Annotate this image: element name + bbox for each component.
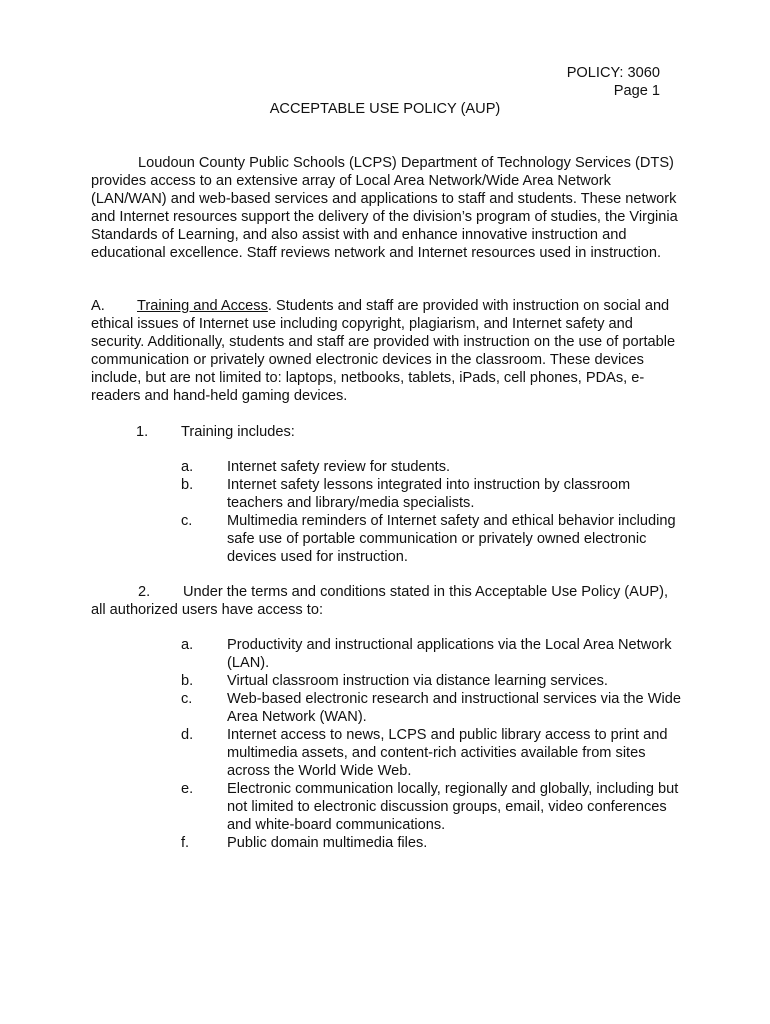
item-2-text: Under the terms and conditions stated in this Acceptable Use Policy (AUP), all authorized users have access to:: [91, 584, 669, 618]
page-number: Page 1: [613, 83, 660, 99]
intro-paragraph: Loudoun County Public Schools (LCPS) Department of Technology Services (DTS) provides access to an extensive array of Local Area Network/Wide Area Network (LAN/WAN) and web-based services and applications to staff and students. These network and Internet resources support the delivery of the division’s program of studies, the Virginia Standards of Learning, and also assist with and enhance innovative instruction and educational excellence. Staff reviews network and Internet resources used in instruction.: [91, 155, 678, 261]
section-a-text: . Students and staff are provided with instruction on social and ethical issues of Internet use including copyright, plagiarism, and Internet safety and security. Additionally, students and staff are provided with instruction on the use of portable communication or privately owned electronic devices in the classroom. These devices include, but are not limited to: laptops, netbooks, tablets, iPads, cell phones, PDAs, e-readers and hand-held gaming devices.: [91, 298, 676, 404]
list-item-text: Productivity and instructional applications via the Local Area Network (LAN).: [227, 637, 672, 671]
item-2-sublist: [181, 636, 681, 852]
list-item-marker: e.: [181, 781, 194, 797]
list-item-marker: b.: [181, 673, 194, 689]
list-item: [181, 690, 681, 726]
list-item: [181, 636, 681, 672]
list-item-text: Electronic communication locally, regionally and globally, including but not limited to electronic discussion groups, email, video conferences and white-board communications.: [227, 781, 679, 833]
item-2-paragraph: [91, 583, 681, 619]
list-item-marker: d.: [181, 727, 194, 743]
section-a-paragraph: [91, 297, 681, 405]
policy-header: [567, 64, 660, 100]
list-item-text: Public domain multimedia files.: [227, 835, 428, 851]
item-1-sublist: [181, 458, 681, 566]
list-item: [181, 780, 681, 834]
list-item-text: Internet access to news, LCPS and public library access to print and multimedia assets, and content-rich activities available from sites across the World Wide Web.: [227, 727, 668, 779]
section-a-letter: A.: [91, 298, 105, 314]
list-item-text: Internet safety lessons integrated into instruction by classroom teachers and library/media specialists.: [227, 477, 631, 511]
list-item-marker: a.: [181, 637, 194, 653]
document-title: ACCEPTABLE USE POLICY (AUP): [269, 101, 501, 117]
list-item: [181, 672, 681, 690]
list-item-marker: a.: [181, 459, 194, 475]
list-item-marker: f.: [181, 835, 190, 851]
list-item: [181, 476, 681, 512]
list-item: [181, 726, 681, 780]
list-item: [181, 458, 681, 476]
list-item: [181, 834, 681, 852]
list-item-marker: c.: [181, 691, 193, 707]
list-item-text: Virtual classroom instruction via distance learning services.: [227, 673, 608, 689]
list-item-marker: c.: [181, 513, 193, 529]
list-item-text: Web-based electronic research and instructional services via the Wide Area Network (WAN).: [227, 691, 681, 725]
list-item-marker: b.: [181, 477, 194, 493]
item-1-text: Training includes:: [181, 424, 295, 440]
list-item: [181, 512, 681, 566]
item-2-number: 2.: [138, 584, 151, 600]
section-a-heading: Training and Access: [137, 298, 268, 314]
item-1-number: 1.: [136, 424, 149, 440]
item-1: [136, 423, 295, 441]
policy-number: POLICY: 3060: [566, 65, 660, 81]
list-item-text: Internet safety review for students.: [227, 459, 451, 475]
list-item-text: Multimedia reminders of Internet safety and ethical behavior including safe use of portable communication or privately owned electronic devices used for instruction.: [227, 513, 676, 565]
